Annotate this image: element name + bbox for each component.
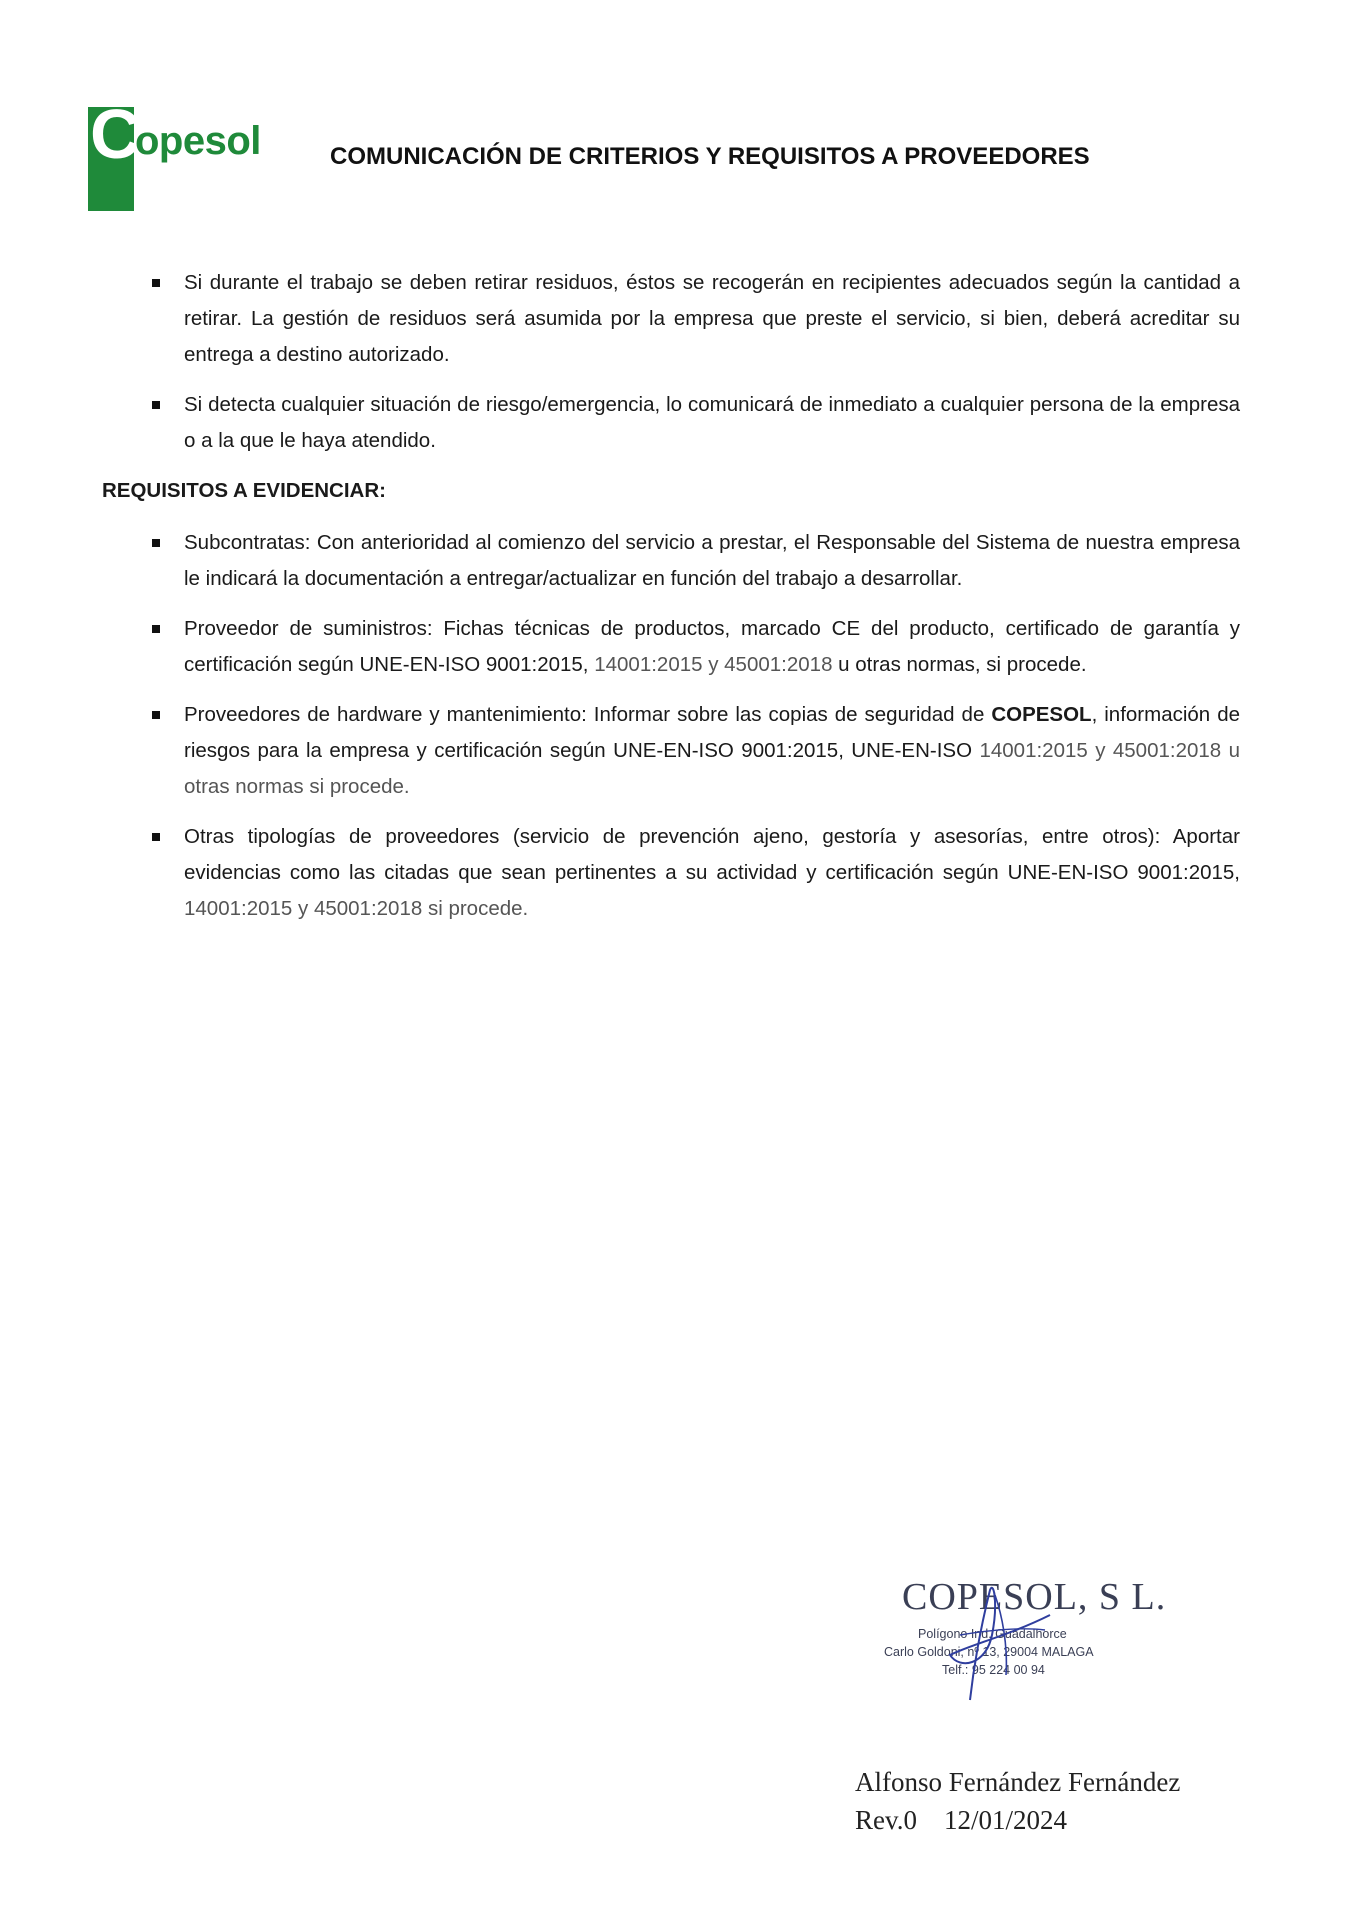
revision-label: Rev.0 (855, 1805, 917, 1835)
logo-letter-c: C (90, 95, 141, 173)
signer-block (855, 1763, 1180, 1839)
list-item: Si durante el trabajo se deben retirar residuos, éstos se recogerán en recipientes adecuados según la cantidad a retirar. La gestión de residuos será asumida por la empresa que preste el servicio, si bien, deberá acreditar su entrega a destino autorizado. (102, 265, 1240, 373)
bullet-square-icon (152, 539, 160, 547)
list-item: Otras tipologías de proveedores (servicio de prevención ajeno, gestoría y asesorías, entre otros): Aportar evidencias como las citadas que sean pertinentes a su actividad y certificación según UNE-EN-ISO 9001:2015, 14001:2015 y 45001:2018 si procede. (102, 819, 1240, 927)
bullet-square-icon (152, 279, 160, 287)
bullet-square-icon (152, 833, 160, 841)
revision-line (855, 1801, 1180, 1839)
document-body (102, 265, 1240, 941)
bullet-square-icon (152, 711, 160, 719)
document-title: COMUNICACIÓN DE CRITERIOS Y REQUISITOS A PROVEEDORES (330, 143, 1090, 170)
requisitos-list (102, 525, 1240, 927)
list-item: Si detecta cualquier situación de riesgo/emergencia, lo comunicará de inmediato a cualquier persona de la empresa o a la que le haya atendido. (102, 387, 1240, 459)
bullet-square-icon (152, 401, 160, 409)
revision-date: 12/01/2024 (944, 1805, 1068, 1835)
company-logo (88, 95, 274, 211)
list-item: Proveedor de suministros: Fichas técnicas de productos, marcado CE del producto, certificado de garantía y certificación según UNE-EN-ISO 9001:2015, 14001:2015 y 45001:2018 u otras normas, si procede. (102, 611, 1240, 683)
intro-bullet-list (102, 265, 1240, 459)
stamp-company-name: COPESOL, S L. (902, 1576, 1167, 1618)
handwritten-signature (940, 1575, 1060, 1705)
section-heading-requisitos: REQUISITOS A EVIDENCIAR: (102, 479, 386, 502)
stamp-phone-line: Telf.: 95 224 00 94 (942, 1663, 1045, 1677)
logo-wordmark: opesol (135, 119, 261, 163)
stamp-address-line: Carlo Goldoni, nº 13, 29004 MALAGA (884, 1645, 1094, 1659)
list-item: Proveedores de hardware y mantenimiento: Informar sobre las copias de seguridad de COPESOL, información de riesgos para la empresa y certificación según UNE-EN-ISO 9001:2015, UNE-EN-ISO 14001:2015 y 45001:2018 u otras normas si procede. (102, 697, 1240, 805)
signer-name: Alfonso Fernández Fernández (855, 1767, 1181, 1797)
bullet-square-icon (152, 625, 160, 633)
list-item: Subcontratas: Con anterioridad al comienzo del servicio a prestar, el Responsable del Sistema de nuestra empresa le indicará la documentación a entregar/actualizar en función del trabajo a desarrollar. (102, 525, 1240, 597)
stamp-address-line: Polígono Ind. Guadalhorce (918, 1627, 1067, 1641)
